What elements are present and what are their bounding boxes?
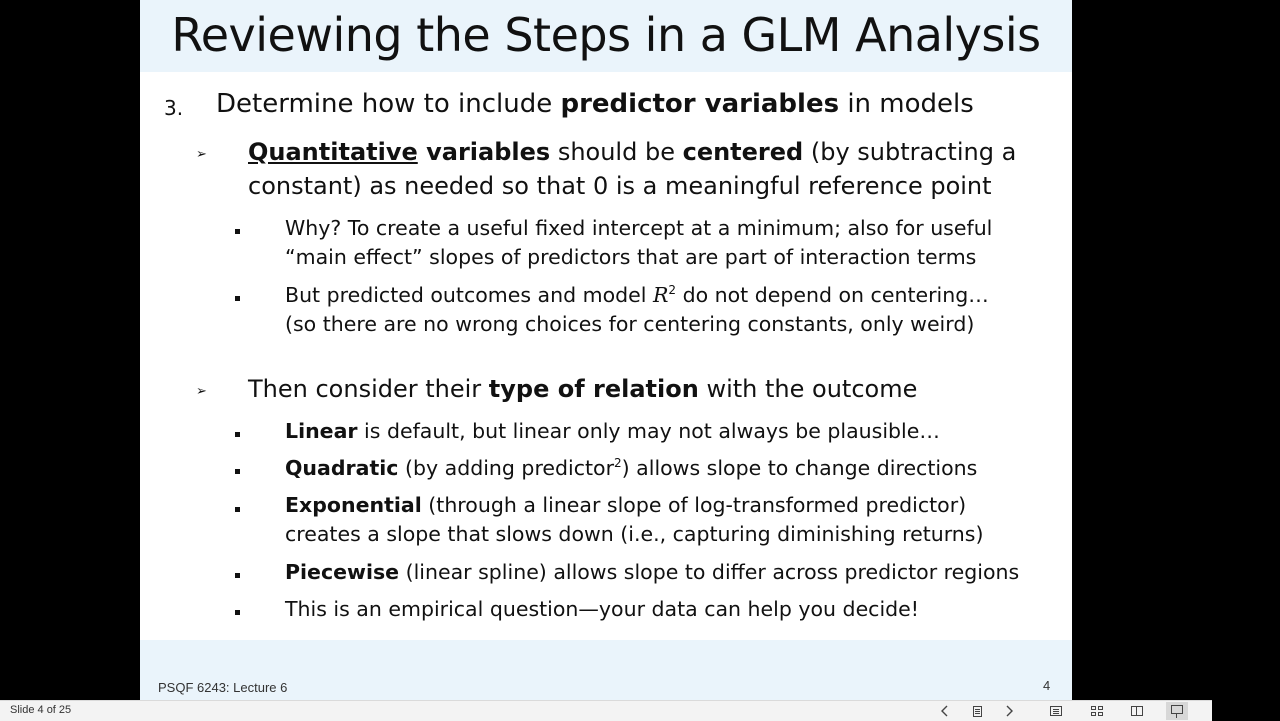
square-bullet-icon xyxy=(235,610,240,615)
arrow-bullet-icon: ➢ xyxy=(196,147,207,162)
exponential-line-1: Exponential (through a linear slope of log-transformed predictor) xyxy=(285,493,967,517)
slide-number: 4 xyxy=(1043,678,1051,693)
but-line-2: (so there are no wrong choices for centering constants, only weird) xyxy=(285,312,975,336)
empirical-line: This is an empirical question—your data can help you decide! xyxy=(285,597,919,621)
slide-canvas xyxy=(140,0,1072,700)
linear-line: Linear is default, but linear only may not always be plausible… xyxy=(285,419,940,443)
square-bullet-icon xyxy=(235,507,240,512)
square-bullet-icon xyxy=(235,296,240,301)
item-number: 3. xyxy=(164,96,184,120)
exponential-line-2: creates a slope that slows down (i.e., capturing diminishing returns) xyxy=(285,522,984,546)
square-bullet-icon xyxy=(235,432,240,437)
slide-sorter-icon xyxy=(1091,706,1103,716)
quadratic-line: Quadratic (by adding predictor$^2$) allows slope to change directions xyxy=(285,456,978,480)
slideshow-icon xyxy=(1171,705,1183,714)
chevron-right-icon xyxy=(1004,705,1014,717)
next-slide-button[interactable] xyxy=(998,702,1020,720)
status-bar xyxy=(0,700,1212,721)
slide-counter: Slide 4 of 25 xyxy=(10,704,72,716)
quant-line-2: constant) as needed so that 0 is a meaningful reference point xyxy=(248,172,992,200)
slide-sorter-button[interactable] xyxy=(1086,702,1108,720)
square-bullet-icon xyxy=(235,469,240,474)
piecewise-line: Piecewise (linear spline) allows slope to differ across predictor regions xyxy=(285,560,1020,584)
why-line-1: Why? To create a useful fixed intercept at a minimum; also for useful xyxy=(285,216,993,240)
arrow-bullet-icon: ➢ xyxy=(196,384,207,399)
notes-button[interactable] xyxy=(966,702,988,720)
but-line-1: But predicted outcomes and model $R^2$ do not depend on centering… xyxy=(285,283,989,307)
quant-line-1: Quantitative variables should be centered (by subtracting a xyxy=(248,138,1017,166)
slide-title: Reviewing the Steps in a GLM Analysis xyxy=(171,8,1041,62)
why-line-2: “main effect” slopes of predictors that are part of interaction terms xyxy=(285,245,977,269)
relation-heading: Then consider their type of relation with the outcome xyxy=(248,375,918,403)
item3-heading: Determine how to include predictor variables in models xyxy=(216,89,974,119)
notes-icon xyxy=(973,706,982,717)
normal-view-button[interactable] xyxy=(1045,702,1067,720)
footer-label: PSQF 6243: Lecture 6 xyxy=(158,680,288,695)
prev-slide-button[interactable] xyxy=(934,702,956,720)
reading-view-icon xyxy=(1131,706,1143,716)
reading-view-button[interactable] xyxy=(1126,702,1148,720)
square-bullet-icon xyxy=(235,229,240,234)
square-bullet-icon xyxy=(235,573,240,578)
chevron-left-icon xyxy=(940,705,950,717)
normal-view-icon xyxy=(1050,706,1062,716)
slideshow-button[interactable] xyxy=(1166,702,1188,720)
